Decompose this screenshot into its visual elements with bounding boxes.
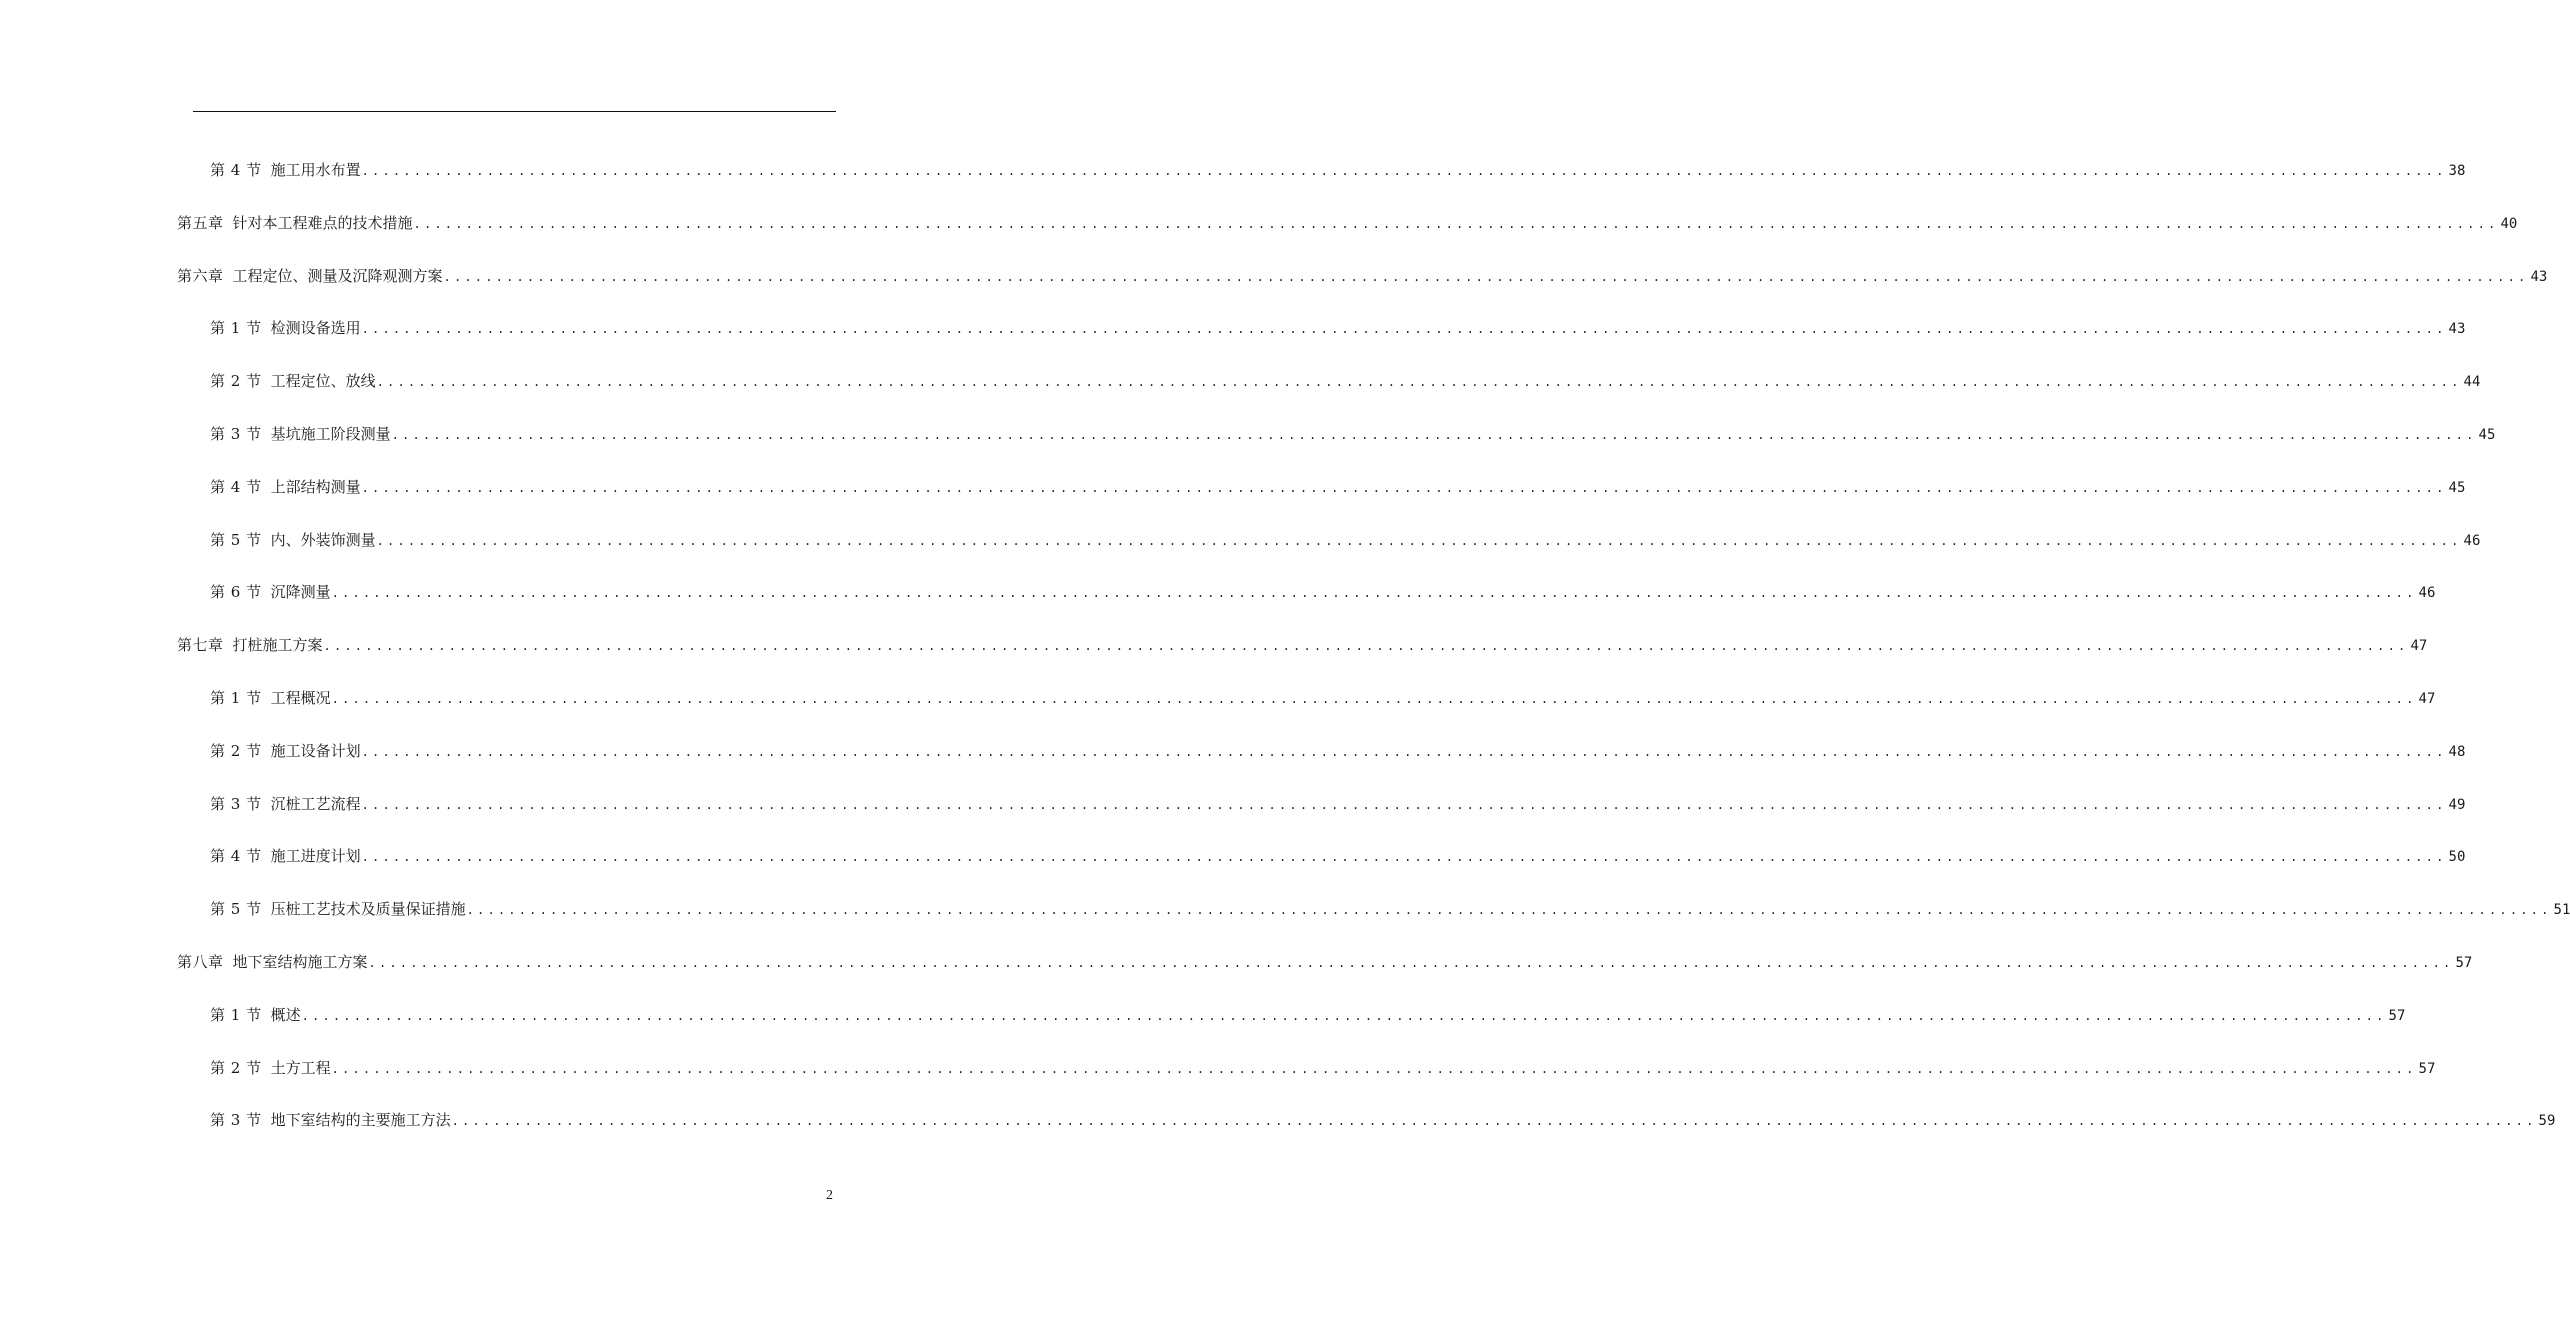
toc-dot-leader: ........................................................................................................................................................................................................ bbox=[413, 217, 2499, 231]
toc-section-entry[interactable] bbox=[210, 158, 2466, 182]
toc-entry-page: 43 bbox=[2448, 321, 2466, 337]
toc-section-entry[interactable] bbox=[210, 1108, 2556, 1132]
toc-entry-number: 第六章 bbox=[177, 267, 224, 285]
toc-entry-title: 沉桩工艺流程 bbox=[270, 795, 361, 813]
toc-entry-title: 地下室结构的主要施工方法 bbox=[270, 1111, 451, 1129]
toc-dot-leader: ........................................................................................................................................................................................................ bbox=[331, 586, 2417, 600]
toc-entry-page: 46 bbox=[2418, 585, 2436, 601]
toc-dot-leader: ........................................................................................................................................................................................................ bbox=[361, 850, 2447, 864]
toc-entry-number: 第 4 节 bbox=[210, 161, 262, 179]
toc-entry-title: 施工进度计划 bbox=[270, 847, 361, 865]
toc-entry-title: 施工用水布置 bbox=[270, 161, 361, 179]
toc-chapter-entry[interactable] bbox=[177, 950, 2473, 974]
toc-entry-page: 47 bbox=[2418, 691, 2436, 707]
header-rule bbox=[193, 111, 836, 112]
toc-entry-title: 沉降测量 bbox=[270, 583, 331, 601]
toc-entry-title: 土方工程 bbox=[270, 1059, 331, 1077]
toc-entry-title: 上部结构测量 bbox=[270, 478, 361, 496]
toc-dot-leader: ........................................................................................................................................................................................................ bbox=[368, 956, 2454, 970]
toc-dot-leader: ........................................................................................................................................................................................................ bbox=[376, 375, 2462, 389]
toc-entry-page: 45 bbox=[2478, 427, 2496, 443]
toc-entry-number: 第 2 节 bbox=[210, 372, 262, 390]
toc-entry-page: 40 bbox=[2500, 216, 2518, 232]
toc-entry-page: 43 bbox=[2530, 269, 2548, 285]
toc-entry-title: 针对本工程难点的技术措施 bbox=[232, 214, 413, 232]
toc-chapter-entry[interactable] bbox=[177, 633, 2428, 657]
toc-entry-title: 压桩工艺技术及质量保证措施 bbox=[270, 900, 466, 918]
toc-section-entry[interactable] bbox=[210, 686, 2436, 710]
toc-dot-leader: ........................................................................................................................................................................................................ bbox=[301, 1009, 2387, 1023]
toc-dot-leader: ........................................................................................................................................................................................................ bbox=[331, 1062, 2417, 1076]
toc-entry-title: 工程概况 bbox=[270, 689, 331, 707]
toc-entry-page: 45 bbox=[2448, 480, 2466, 496]
toc-entry-title: 地下室结构施工方案 bbox=[232, 953, 368, 971]
toc-section-entry[interactable] bbox=[210, 844, 2466, 868]
toc-section-entry[interactable] bbox=[210, 739, 2466, 763]
toc-entry-title: 施工设备计划 bbox=[270, 742, 361, 760]
toc-dot-leader: ........................................................................................................................................................................................................ bbox=[376, 534, 2462, 548]
toc-dot-leader: ........................................................................................................................................................................................................ bbox=[443, 270, 2529, 284]
toc-dot-leader: ........................................................................................................................................................................................................ bbox=[331, 692, 2417, 706]
toc-section-entry[interactable] bbox=[210, 475, 2466, 499]
toc-entry-number: 第 1 节 bbox=[210, 689, 262, 707]
toc-section-entry[interactable] bbox=[210, 316, 2466, 340]
toc-entry-number: 第 1 节 bbox=[210, 319, 262, 337]
toc-entry-title: 打桩施工方案 bbox=[232, 636, 323, 654]
toc-entry-page: 57 bbox=[2455, 955, 2473, 971]
toc-entry-title: 工程定位、测量及沉降观测方案 bbox=[232, 267, 443, 285]
toc-entry-page: 50 bbox=[2448, 849, 2466, 865]
toc-entry-number: 第 6 节 bbox=[210, 583, 262, 601]
toc-section-entry[interactable] bbox=[210, 1003, 2406, 1027]
toc-entry-number: 第五章 bbox=[177, 214, 224, 232]
toc-entry-page: 49 bbox=[2448, 797, 2466, 813]
toc-dot-leader: ........................................................................................................................................................................................................ bbox=[361, 164, 2447, 178]
toc-entry-number: 第八章 bbox=[177, 953, 224, 971]
toc-dot-leader: ........................................................................................................................................................................................................ bbox=[451, 1114, 2537, 1128]
toc-entry-number: 第 1 节 bbox=[210, 1006, 262, 1024]
toc-section-entry[interactable] bbox=[210, 580, 2436, 604]
toc-entry-number: 第 2 节 bbox=[210, 1059, 262, 1077]
toc-entry-title: 基坑施工阶段测量 bbox=[270, 425, 391, 443]
toc-entry-page: 38 bbox=[2448, 163, 2466, 179]
toc-section-entry[interactable] bbox=[210, 897, 2570, 921]
toc-section-entry[interactable] bbox=[210, 528, 2481, 552]
toc-entry-number: 第七章 bbox=[177, 636, 224, 654]
toc-entry-number: 第 2 节 bbox=[210, 742, 262, 760]
toc-dot-leader: ........................................................................................................................................................................................................ bbox=[361, 322, 2447, 336]
toc-dot-leader: ........................................................................................................................................................................................................ bbox=[466, 903, 2552, 917]
toc-chapter-entry[interactable] bbox=[177, 211, 2518, 235]
toc-entry-number: 第 5 节 bbox=[210, 531, 262, 549]
toc-entry-page: 44 bbox=[2463, 374, 2481, 390]
toc-entry-title: 内、外装饰测量 bbox=[270, 531, 376, 549]
toc-entry-number: 第 4 节 bbox=[210, 847, 262, 865]
toc-entry-page: 51 bbox=[2553, 902, 2570, 918]
toc-section-entry[interactable] bbox=[210, 369, 2481, 393]
toc-entry-page: 46 bbox=[2463, 533, 2481, 549]
toc-dot-leader: ........................................................................................................................................................................................................ bbox=[361, 481, 2447, 495]
page-number: 2 bbox=[826, 1188, 833, 1203]
toc-entry-title: 工程定位、放线 bbox=[270, 372, 376, 390]
toc-dot-leader: ........................................................................................................................................................................................................ bbox=[361, 798, 2447, 812]
toc-entry-page: 59 bbox=[2538, 1113, 2556, 1129]
toc-dot-leader: ........................................................................................................................................................................................................ bbox=[391, 428, 2477, 442]
toc-section-entry[interactable] bbox=[210, 422, 2496, 446]
toc-entry-page: 57 bbox=[2418, 1061, 2436, 1077]
toc-entry-number: 第 3 节 bbox=[210, 425, 262, 443]
toc-section-entry[interactable] bbox=[210, 1056, 2436, 1080]
toc-section-entry[interactable] bbox=[210, 792, 2466, 816]
toc-entry-page: 47 bbox=[2410, 638, 2428, 654]
toc-entry-number: 第 3 节 bbox=[210, 795, 262, 813]
toc-entry-title: 概述 bbox=[270, 1006, 301, 1024]
toc-entry-number: 第 5 节 bbox=[210, 900, 262, 918]
toc-dot-leader: ........................................................................................................................................................................................................ bbox=[361, 745, 2447, 759]
toc-entry-number: 第 3 节 bbox=[210, 1111, 262, 1129]
toc-chapter-entry[interactable] bbox=[177, 264, 2548, 288]
toc-entry-number: 第 4 节 bbox=[210, 478, 262, 496]
toc-dot-leader: ........................................................................................................................................................................................................ bbox=[323, 639, 2409, 653]
toc-entry-title: 检测设备选用 bbox=[270, 319, 361, 337]
toc-entry-page: 48 bbox=[2448, 744, 2466, 760]
toc-entry-page: 57 bbox=[2388, 1008, 2406, 1024]
